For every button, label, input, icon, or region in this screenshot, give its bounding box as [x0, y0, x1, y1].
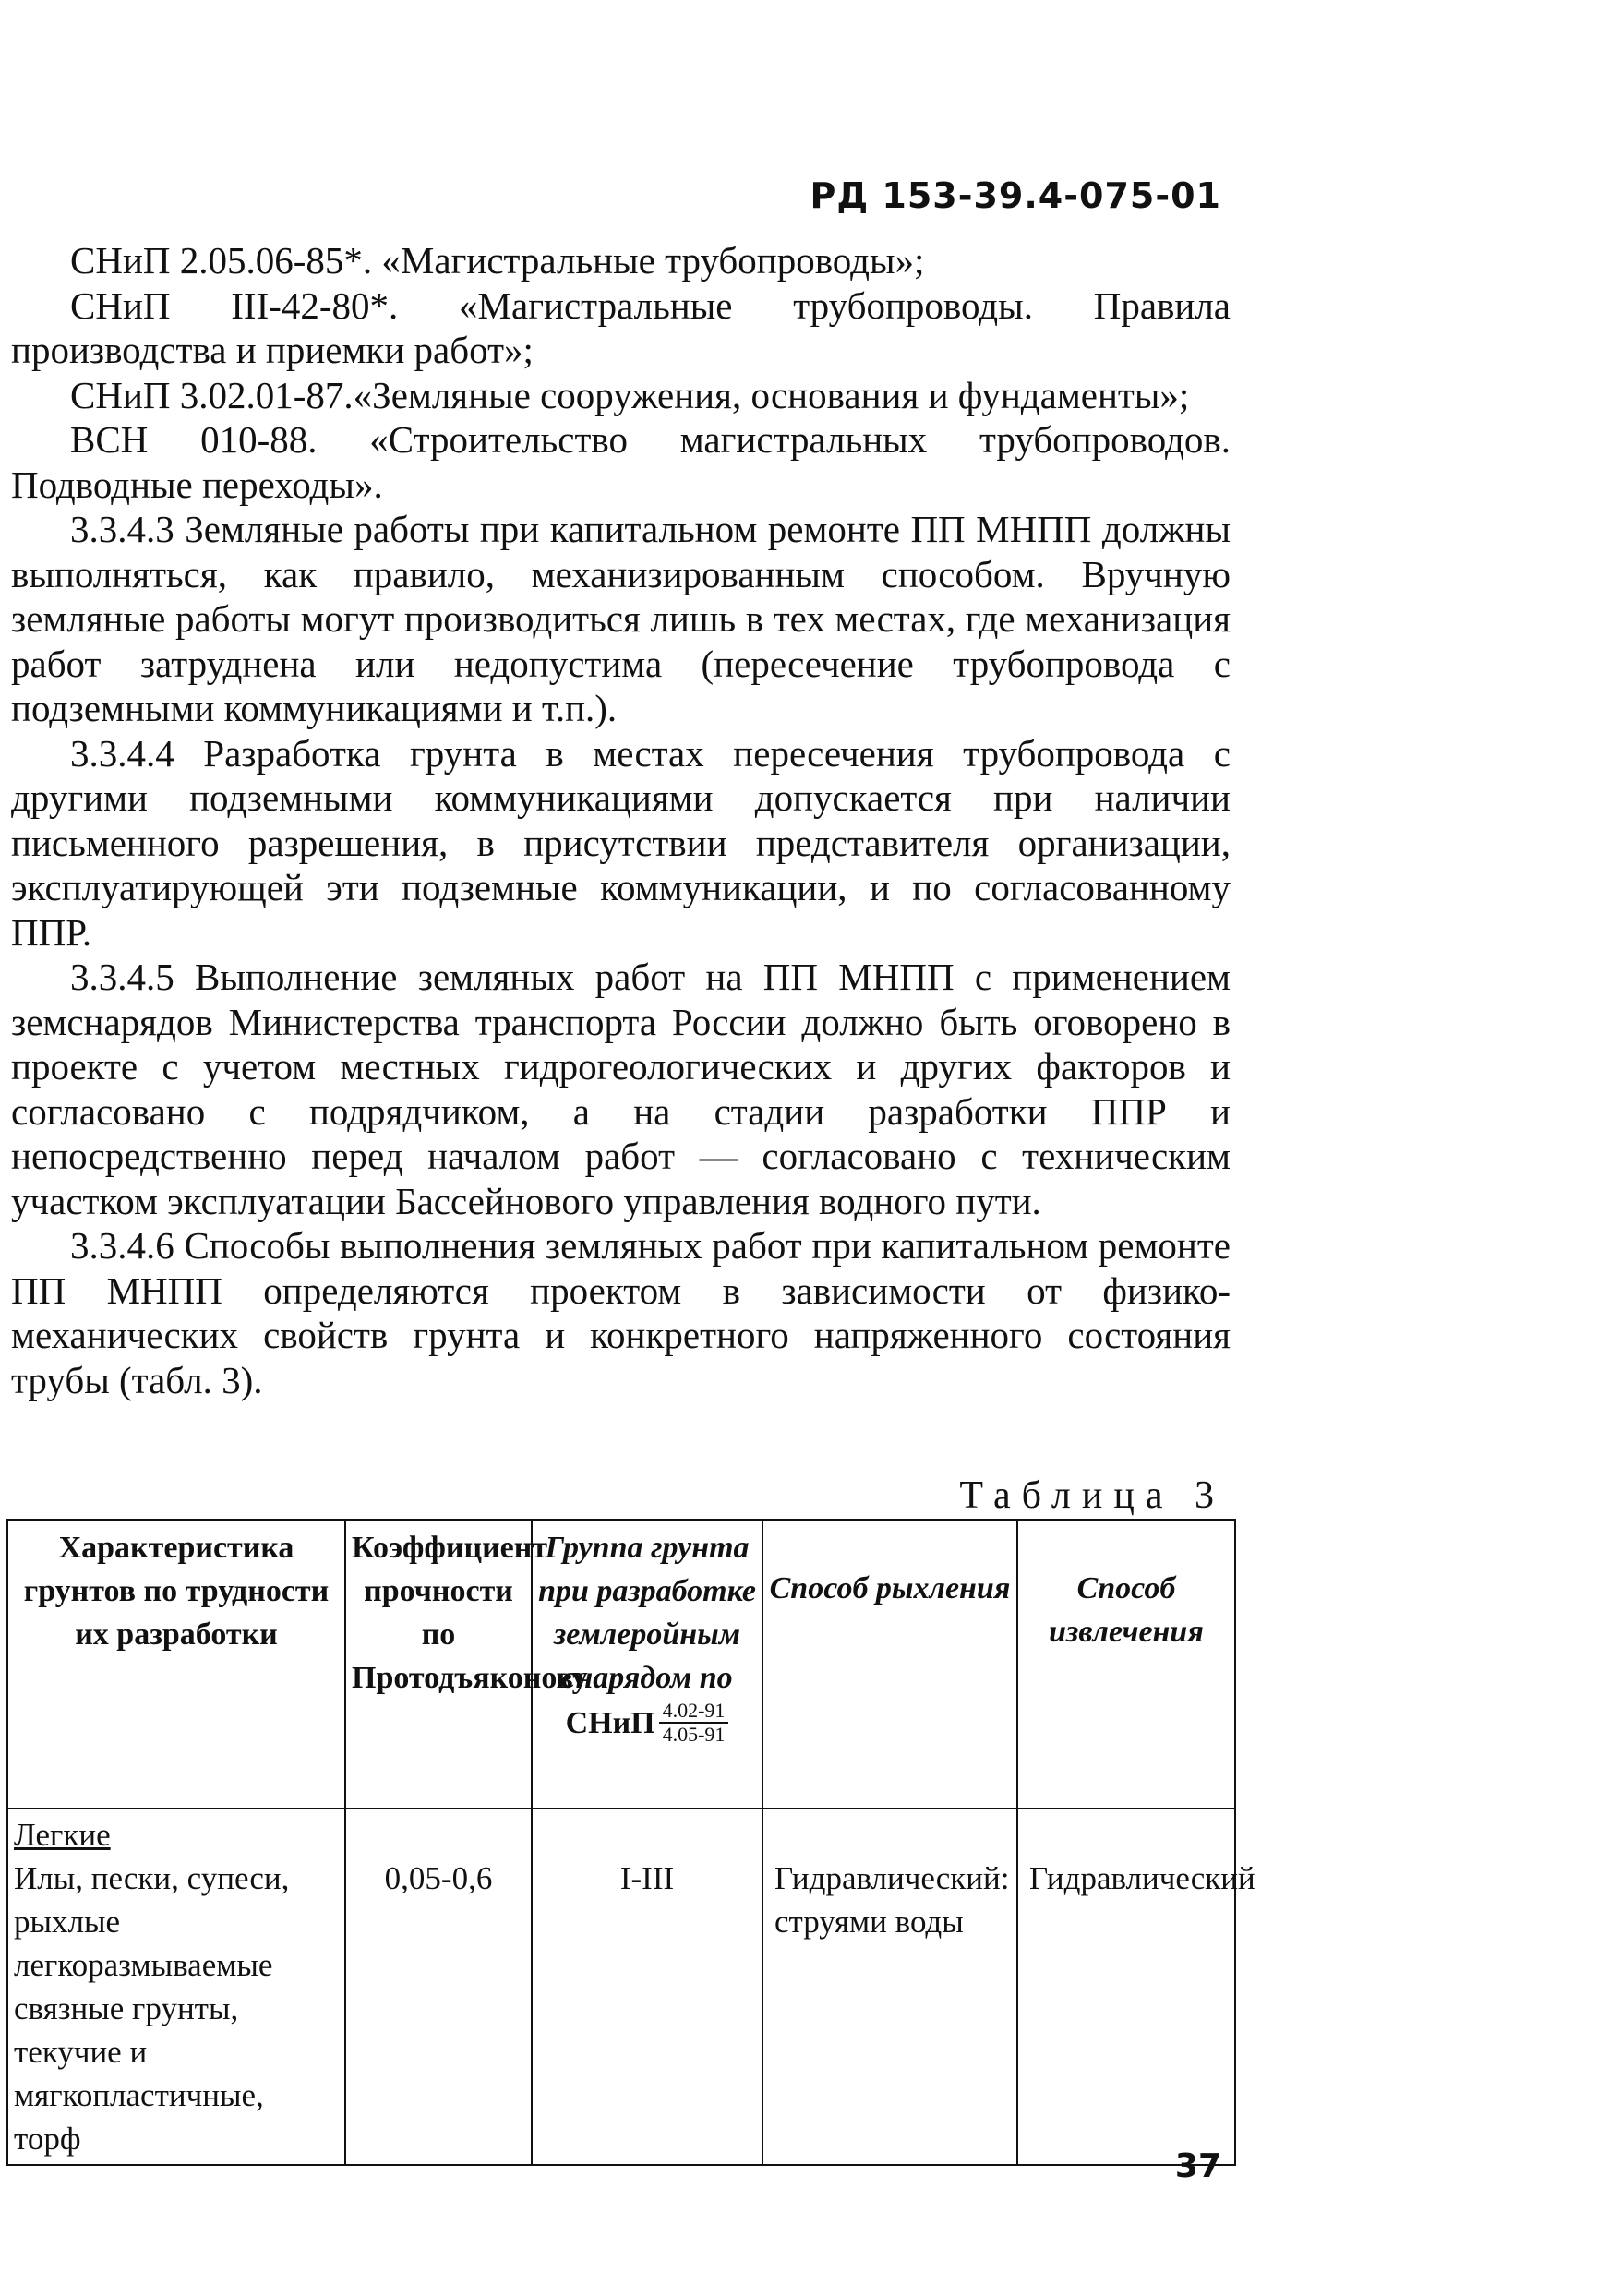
document-code: РД 153-39.4-075-01 — [810, 175, 1221, 216]
loosening-method-value: Гидравлический: струями воды — [774, 1860, 1010, 1940]
snip-label: СНиП — [565, 1705, 655, 1740]
header-soil-group — [532, 1520, 762, 1809]
paragraph: 3.3.4.5 Выполнение земляных работ на ПП МНПП с применением земснарядов Министерства транспорта России должно быть оговорено в проекте с учетом местных гидрогеологических и других факторов и согласовано с подрядчиком, а на стадии разработки ППР и непосредственно перед началом работ — согласовано с техническим участком эксплуатации Бассейнового управления водного пути. — [11, 956, 1231, 1222]
paragraph: СНиП III-42-80*. «Магистральные трубопроводы. Правила производства и приемки работ»; — [11, 283, 1231, 371]
header-soil-characteristic — [7, 1520, 345, 1809]
table-caption: Таблица 3 — [959, 1474, 1225, 1517]
snip-fraction — [659, 1700, 729, 1746]
cell-extraction-method — [1017, 1809, 1255, 2165]
soil-table — [6, 1519, 1255, 2166]
snip-fraction-denominator: 4.05-91 — [662, 1723, 726, 1746]
paragraph: 3.3.4.3 Земляные работы при капитальном ремонте ПП МНПП должны выполняться, как правило, механизированным способом. Вручную земляные работы могут производиться лишь в тех местах, где механизация работ затруднена или недопустима (пересечение трубопровода с подземными коммуникациями и т.п.). — [11, 508, 1231, 729]
header-loosening-method — [762, 1520, 1017, 1809]
soil-group-value: I-III — [619, 1860, 675, 1896]
cell-strength-coefficient — [345, 1809, 532, 2165]
snip-fraction-numerator: 4.02-91 — [659, 1700, 729, 1724]
table-header-row — [7, 1520, 1235, 1809]
page-number: 37 — [1174, 2147, 1221, 2185]
header-extraction-method — [1017, 1520, 1235, 1809]
cell-soil-characteristic — [7, 1809, 345, 2165]
header-soil-group-text: Группа грунта при разработке землеройным снарядом по — [538, 1531, 756, 1695]
soil-category: Легкие — [14, 1817, 111, 1853]
cell-loosening-method — [762, 1809, 1017, 2165]
body-text — [11, 238, 1231, 1402]
paragraph: СНиП 2.05.06-85*. «Магистральные трубопроводы»; — [70, 239, 925, 282]
header-loosening-method-text: Способ рыхления — [769, 1571, 1011, 1605]
extraction-method-value: Гидравлический — [1029, 1860, 1255, 1896]
header-strength-coefficient — [345, 1520, 588, 1809]
table-row — [7, 1809, 1235, 2165]
paragraph: 3.3.4.6 Способы выполнения земляных работ при капитальном ремонте ПП МНПП определяются проектом в зависимости от физико-механических свойств грунта и конкретного напряженного состояния трубы (табл. 3). — [11, 1224, 1231, 1401]
header-soil-characteristic-text: Характеристика грунтов по трудности их разработки — [23, 1531, 330, 1652]
cell-soil-group — [532, 1809, 762, 2165]
soil-description: Илы, пески, супеси, рыхлые легкоразмываемые связные грунты, текучие и мягкопластичные, торф — [14, 1860, 290, 2157]
header-strength-coefficient-text: Коэффициент прочности по Протодъяконову — [352, 1531, 588, 1695]
paragraph: ВСН 010-88. «Строительство магистральных трубопроводов. Подводные переходы». — [11, 418, 1231, 506]
header-extraction-method-text: Способ извлечения — [1049, 1571, 1204, 1649]
strength-coefficient-value: 0,05-0,6 — [384, 1860, 493, 1896]
paragraph: 3.3.4.4 Разработка грунта в местах пересечения трубопровода с другими подземными коммуникациями допускается при наличии письменного разрешения, в присутствии представителя организации, эксплуатирующей эти подземные коммуникации, и по согласованному ППР. — [11, 731, 1231, 954]
paragraph: СНиП 3.02.01-87.«Земляные сооружения, основания и фундаменты»; — [70, 373, 1190, 416]
snip-reference — [566, 1700, 729, 1746]
